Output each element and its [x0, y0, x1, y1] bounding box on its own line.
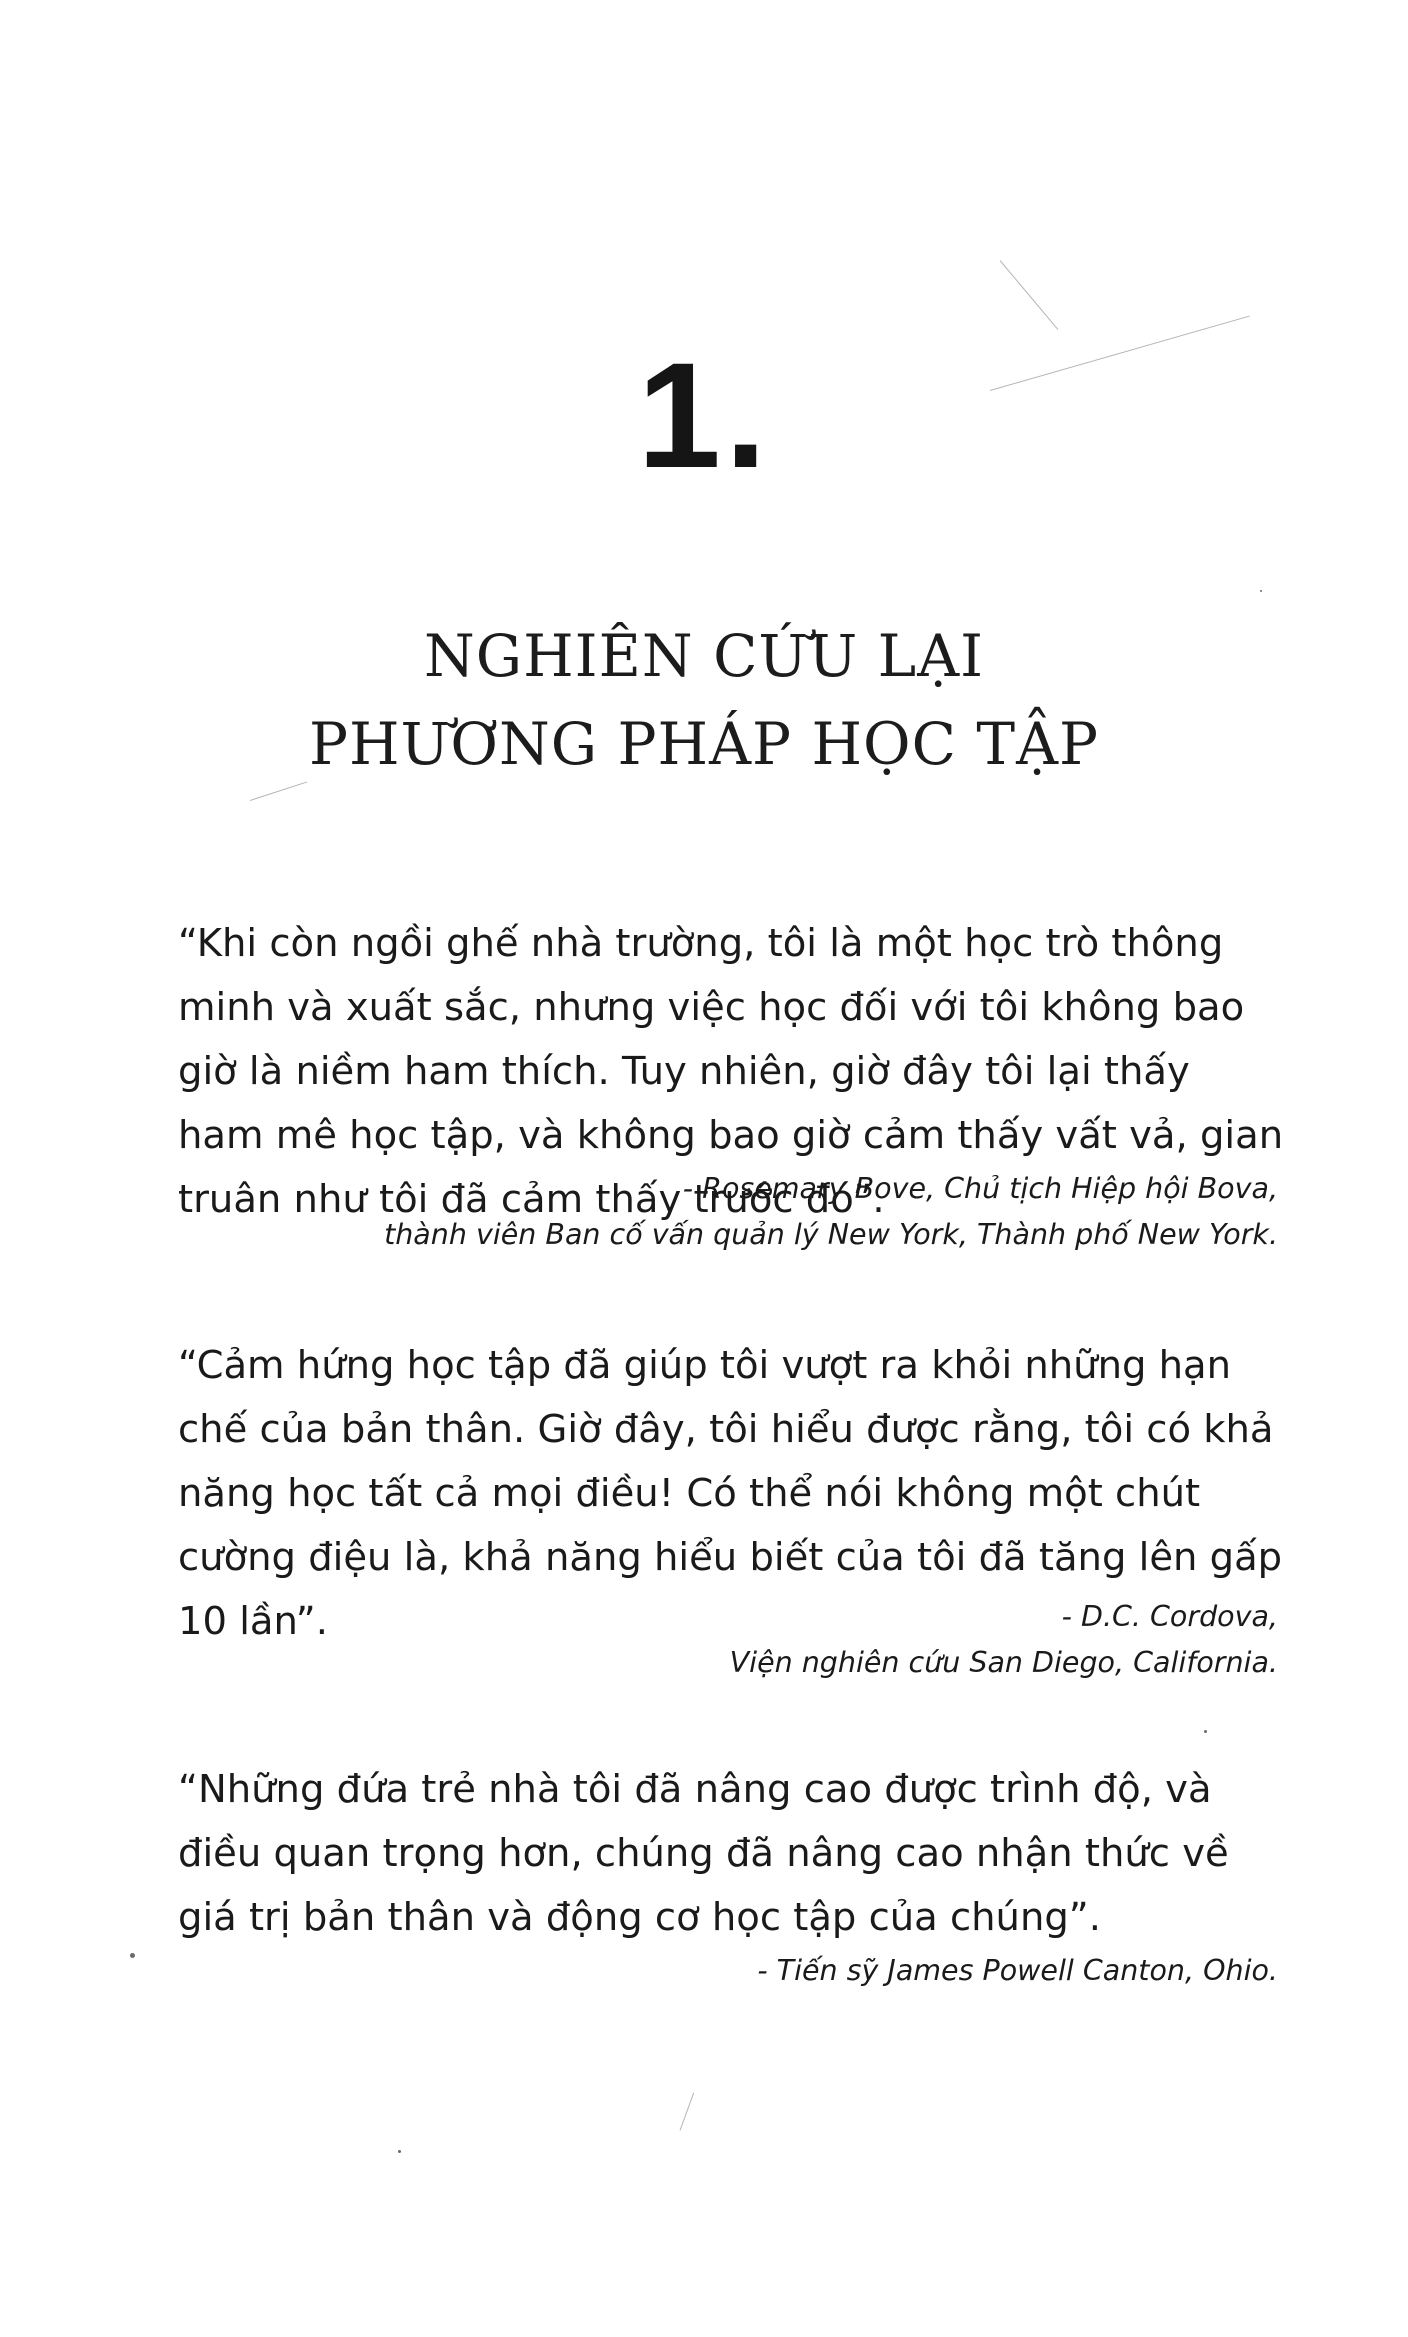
- attribution-line: - Rosemary Bove, Chủ tịch Hiệp hội Bova,: [682, 1172, 1278, 1205]
- chapter-title-line-1: NGHIÊN CỨU LẠI: [424, 622, 984, 690]
- attribution-line: - D.C. Cordova,: [1061, 1600, 1278, 1633]
- scan-speck: [130, 1953, 135, 1958]
- quote-attribution-3: [278, 1948, 1278, 1994]
- chapter-title-line-2: PHƯƠNG PHÁP HỌC TẬP: [308, 710, 1100, 778]
- testimonial-quote-3: [178, 1758, 1284, 1950]
- attribution-line: - Tiến sỹ James Powell Canton, Ohio.: [757, 1954, 1278, 1987]
- quote-text: “Những đứa trẻ nhà tôi đã nâng cao được trình độ, và điều quan trọng hơn, chúng đã nâng cao nhận thức về giá trị bản thân và động cơ học tập của chúng”.: [178, 1767, 1229, 1940]
- quote-text: “Khi còn ngồi ghế nhà trường, tôi là một học trò thông minh và xuất sắc, nhưng việc học đối với tôi không bao giờ là niềm ham thích. Tuy nhiên, giờ đây tôi lại thấy ham mê học tập, và không bao giờ cảm thấy vất vả, gian truân như tôi đã cảm thấy trước đó”.: [178, 921, 1284, 1222]
- scan-speck: [1204, 1730, 1207, 1733]
- chapter-title: [0, 612, 1408, 788]
- scan-scratch: [680, 2093, 695, 2131]
- scan-scratch: [1000, 260, 1059, 330]
- scan-speck: [1260, 590, 1262, 592]
- attribution-line: thành viên Ban cố vấn quản lý New York, Thành phố New York.: [384, 1218, 1278, 1251]
- quote-attribution-1: [278, 1166, 1278, 1258]
- attribution-line: Viện nghiên cứu San Diego, California.: [729, 1646, 1278, 1679]
- quote-text: “Cảm hứng học tập đã giúp tôi vượt ra khỏi những hạn chế của bản thân. Giờ đây, tôi hiểu được rằng, tôi có khả năng học tất cả mọi điều! Có thể nói không một chút cường điệu là, khả năng hiểu biết của tôi đã tăng lên gấp 10 lần”.: [178, 1343, 1283, 1644]
- scan-speck: [398, 2150, 401, 2153]
- chapter-number: 1.: [637, 331, 771, 499]
- quote-attribution-2: [278, 1594, 1278, 1686]
